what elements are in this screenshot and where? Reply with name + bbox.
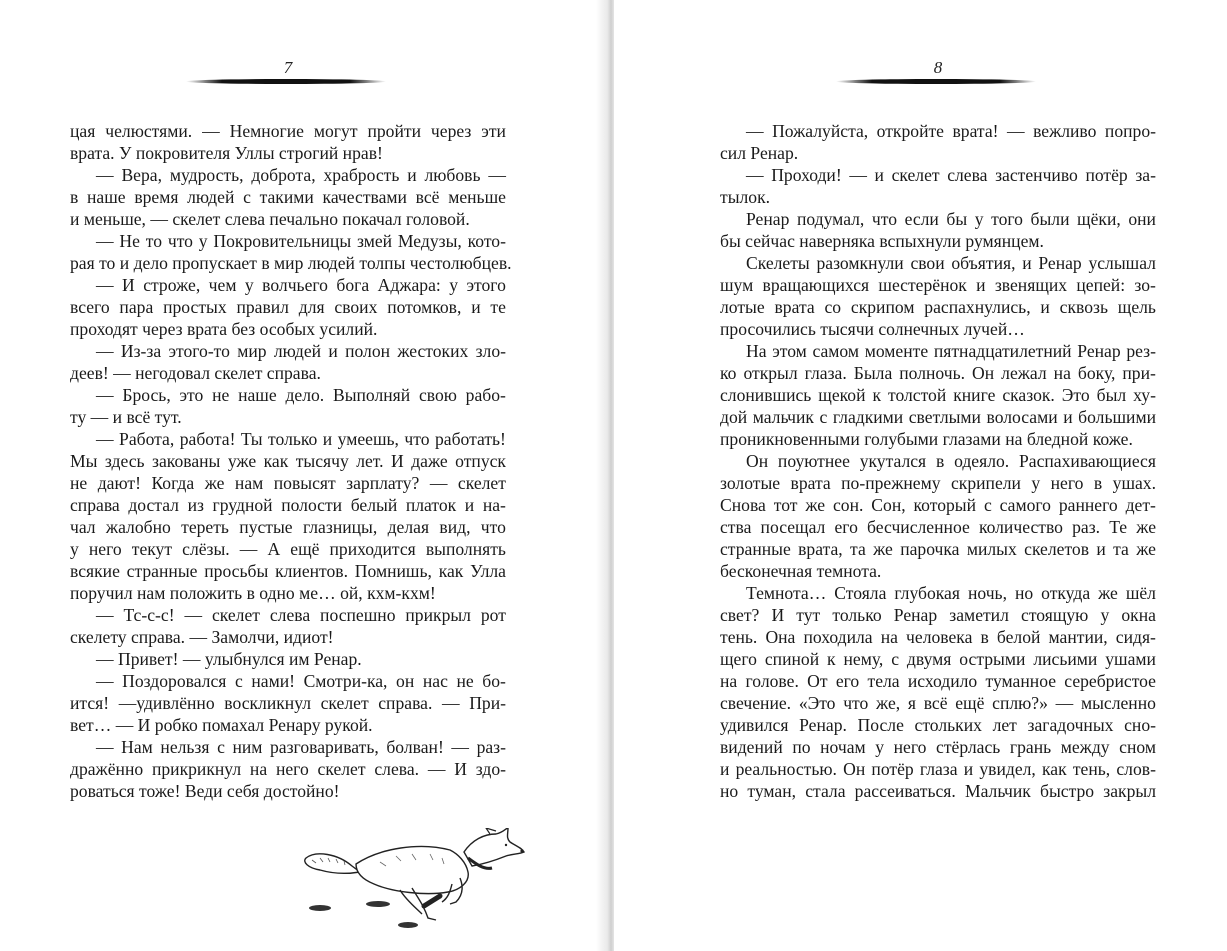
text-line: справа достал из грудной полости белый платок и на- <box>70 495 506 515</box>
text-line: Он поуютнее укутался в одеяло. Распахивающиеся <box>746 451 1156 471</box>
text-line: просочились тысячи солнечных лучей… <box>720 319 1025 339</box>
running-fox-icon <box>300 828 525 928</box>
page-number: 7 <box>283 58 293 77</box>
left-page <box>0 0 608 951</box>
text-line: и меньше, — скелет слева печально покачал головой. <box>70 209 470 229</box>
text-line: ту — и всё тут. <box>70 407 182 427</box>
page-number: 8 <box>933 58 943 77</box>
text-line: лотые врата со скрипом распахнулись, и сквозь щель <box>720 297 1156 317</box>
text-line: — Не то что у Покровительницы змей Медузы, кото- <box>96 231 506 251</box>
text-line: свечение. «Это что же, я всё ещё сплю?» — мысленно <box>720 693 1156 713</box>
text-line: На этом самом моменте пятнадцатилетний Ренар рез- <box>746 341 1156 361</box>
text-line: щего спиной к нему, с двумя острыми лисьими ушами <box>720 649 1156 669</box>
text-line: но туман, стала рассеиваться. Мальчик быстро закрыл <box>720 781 1156 801</box>
header-rule <box>186 79 386 84</box>
text-line: дой мальчик с гладкими светлыми волосами и большими <box>720 407 1156 427</box>
right-page-text <box>720 120 1156 802</box>
text-line: тень. Она походила на человека в белой мантии, сидя- <box>720 627 1156 647</box>
text-line: в наше время людей с такими качествами всё меньше <box>70 187 506 207</box>
text-line: — И строже, чем у волчьего бога Аджара: у этого <box>96 275 506 295</box>
text-line: Ренар подумал, что если бы у того были щёки, они <box>746 209 1156 229</box>
text-line: не дают! Когда же нам повысят зарплату? — скелет <box>70 473 506 493</box>
text-line: деев! — негодовал скелет справа. <box>70 363 321 383</box>
right-page <box>614 0 1227 951</box>
text-line: поручил нам положить в одно ме… ой, кхм-кхм! <box>70 583 436 603</box>
text-line: — Проходи! — и скелет слева застенчиво потёр за- <box>746 165 1156 185</box>
text-line: Снова тот же сон. Сон, который с самого раннего дет- <box>720 495 1156 515</box>
text-line: бы сейчас наверняка вспыхнули румянцем. <box>720 231 1044 251</box>
text-line: — Пожалуйста, откройте врата! — вежливо попро- <box>746 121 1156 141</box>
text-line: чал жалобно тереть пустые глазницы, делая вид, что <box>70 517 506 537</box>
text-line: золотые врата по-прежнему скрипели у него в ушах. <box>720 473 1156 493</box>
text-line: у него текут слёзы. — А ещё приходится выполнять <box>70 539 506 559</box>
text-line: проходят через врата без особых усилий. <box>70 319 378 339</box>
text-line: и реальностью. Он потёр глаза и увидел, как тень, слов- <box>720 759 1156 779</box>
text-line: Темнота… Стояла глубокая ночь, но откуда же шёл <box>746 583 1156 603</box>
left-page-text <box>70 120 512 802</box>
text-line: роваться тоже! Веди себя достойно! <box>70 781 340 801</box>
text-line: Мы здесь закованы уже как тысячу лет. И даже отпуск <box>70 451 506 471</box>
text-line: — Вера, мудрость, доброта, храбрость и любовь — <box>96 165 506 185</box>
text-line: удивился Ренар. После стольких лет загадочных сно- <box>720 715 1156 735</box>
text-line: слонившись щекой к толстой книге сказок. Это был ху- <box>720 385 1156 405</box>
text-line: ко открыл глаза. Была полночь. Он лежал на боку, при- <box>720 363 1156 383</box>
text-line: — Из-за этого-то мир людей и полон жестоких зло- <box>96 341 506 361</box>
text-line: видений по ночам у него стёрлась грань между сном <box>720 737 1156 757</box>
text-line: странные врата, та же парочка милых скелетов и та же <box>720 539 1156 559</box>
text-line: всякие странные просьбы клиентов. Помнишь, как Улла <box>70 561 506 581</box>
text-line: скелету справа. — Замолчи, идиот! <box>70 627 334 647</box>
text-line: Скелеты разомкнули свои объятия, и Ренар услышал <box>746 253 1156 273</box>
text-line: шум вращающихся шестерёнок и звенящих цепей: зо- <box>720 275 1156 295</box>
text-line: проникновенными голубыми глазами на бледной коже. <box>720 429 1133 449</box>
text-line: — Работа, работа! Ты только и умеешь, что работать! <box>96 429 506 449</box>
text-line: рая то и дело пропускает в мир людей толпы честолюбцев. <box>70 253 512 273</box>
text-line: на голове. От его тела исходило туманное серебристое <box>720 671 1156 691</box>
text-line: сил Ренар. <box>720 143 799 163</box>
text-line: ства посещал его бесчисленное количество раз. Те же <box>720 517 1156 537</box>
text-line: — Тс-с-с! — скелет слева поспешно прикрыл рот <box>96 605 506 625</box>
text-line: бесконечная темнота. <box>720 561 882 581</box>
text-line: — Брось, это не наше дело. Выполняй свою рабо- <box>96 385 506 405</box>
text-line: ится! —удивлённо воскликнул скелет справа. — При- <box>70 693 506 713</box>
text-line: — Поздоровался с нами! Смотри-ка, он нас не бо- <box>96 671 506 691</box>
text-line: цая челюстями. — Немногие могут пройти через эти <box>70 121 506 141</box>
text-line: — Нам нельзя с ним разговаривать, болван! — раз- <box>96 737 506 757</box>
text-line: врата. У покровителя Уллы строгий нрав! <box>70 143 383 163</box>
text-line: вет… — И робко помахал Ренару рукой. <box>70 715 373 735</box>
text-line: свет? И тут только Ренар заметил стоящую у окна <box>720 605 1156 625</box>
text-line: дражённо прикрикнул на него скелет слева. — И здо- <box>70 759 506 779</box>
text-line: всего пара простых правил для своих потомков, и те <box>70 297 506 317</box>
text-line: тылок. <box>720 187 771 207</box>
text-line: — Привет! — улыбнулся им Ренар. <box>96 649 362 669</box>
header-rule <box>836 79 1036 84</box>
